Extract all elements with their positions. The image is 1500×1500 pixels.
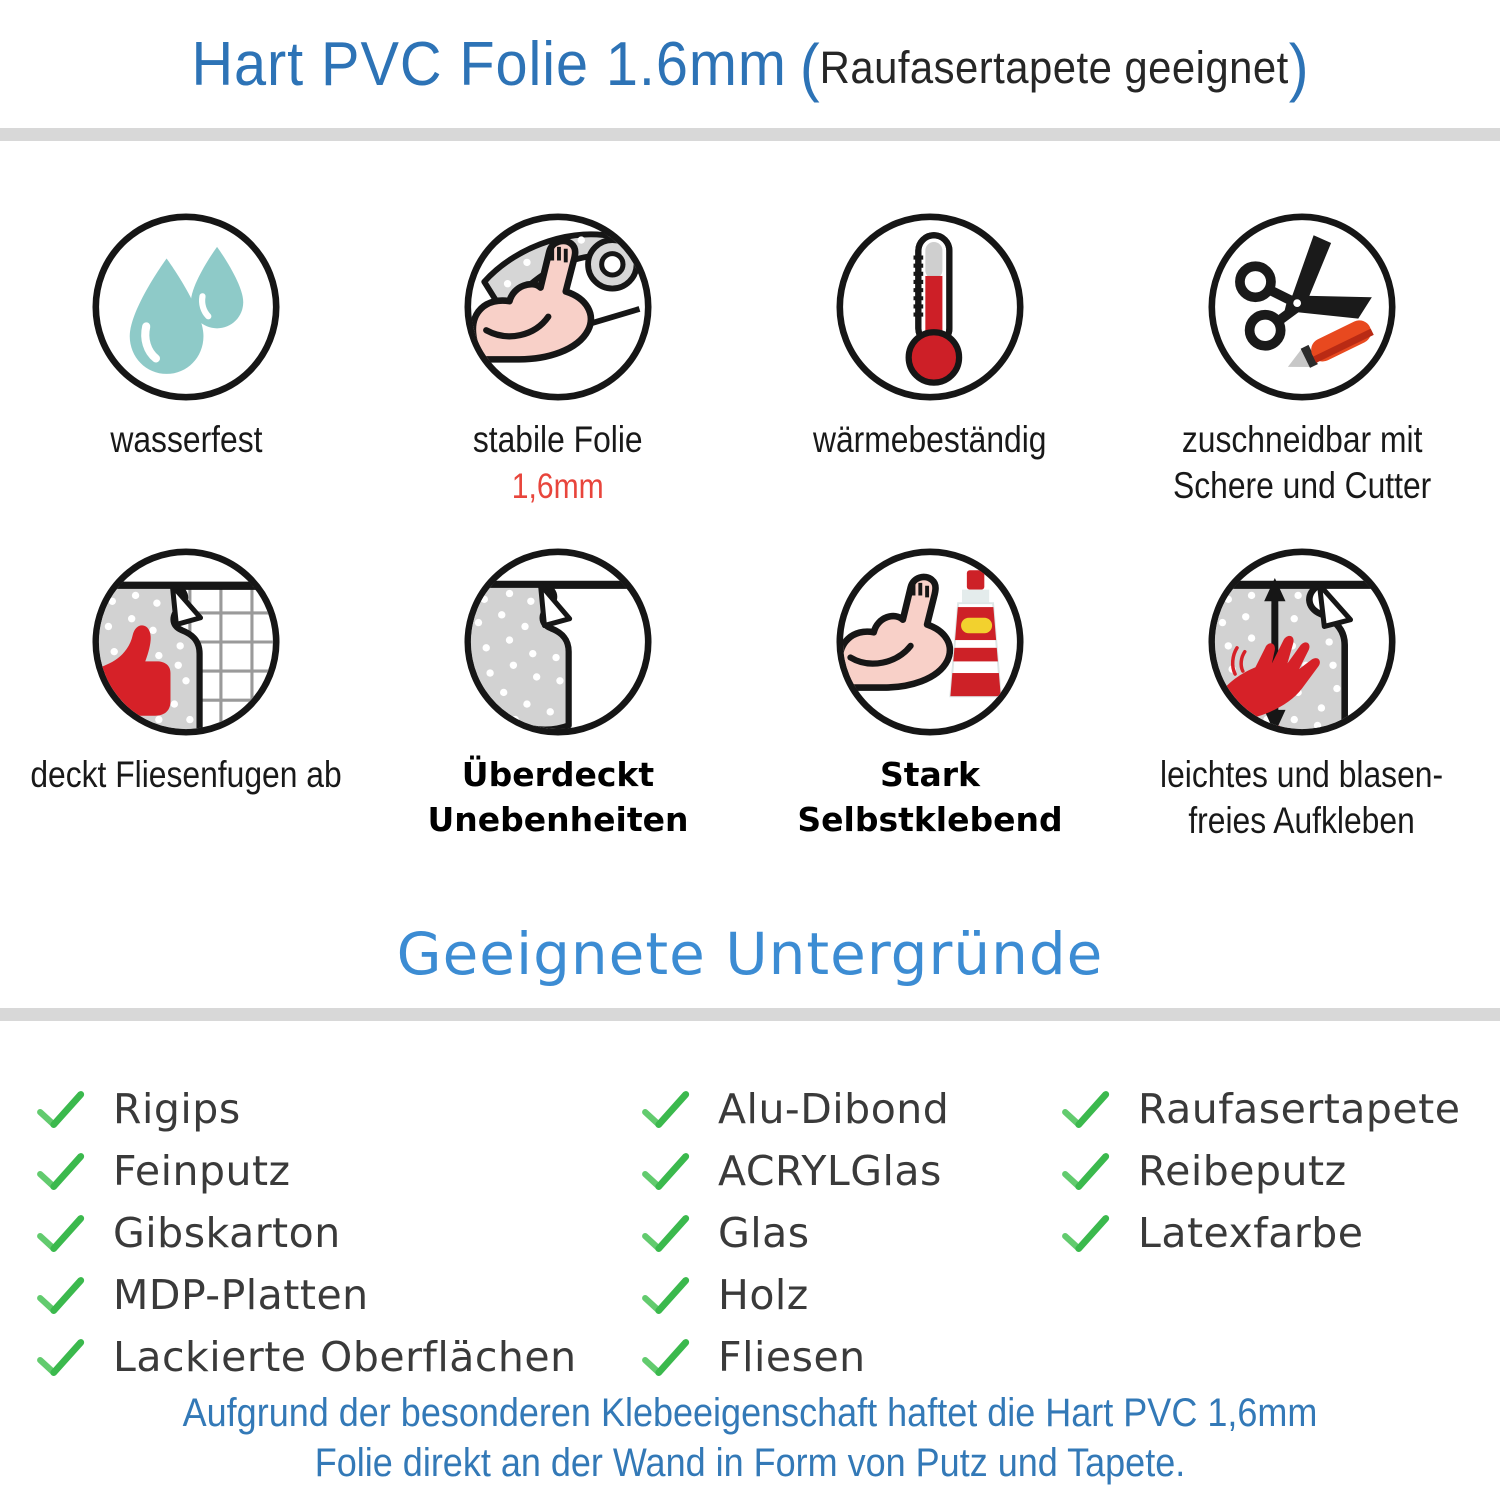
feature-label-line: leichtes und blasen- — [1160, 754, 1444, 795]
page-subtitle: Raufasertapete geeignet — [819, 42, 1289, 93]
surface-item — [640, 1202, 1050, 1264]
check-icon — [640, 1331, 692, 1383]
surface-label: Feinputz — [113, 1147, 291, 1195]
surface-item — [35, 1140, 620, 1202]
subtitle-paren-close: ) — [1288, 31, 1309, 103]
feature-label-line: deckt Fliesenfugen ab — [30, 754, 342, 795]
surface-item — [640, 1264, 1050, 1326]
covers-unevenness-icon — [461, 545, 655, 739]
feature-label-line: Überdeckt — [461, 755, 655, 794]
check-icon — [35, 1207, 87, 1259]
surface-item — [35, 1326, 620, 1388]
thermometer-icon — [833, 210, 1027, 404]
feature-selbstklebend — [797, 545, 1062, 880]
feature-wasserfest — [89, 210, 283, 545]
surface-label: Fliesen — [718, 1333, 866, 1381]
surface-label: Gibskarton — [113, 1209, 341, 1257]
feature-label-line: wärmebeständig — [813, 419, 1047, 460]
surface-item — [1060, 1202, 1500, 1264]
footer-note-line: Folie direkt an der Wand in Form von Putz und Tapete. — [314, 1441, 1186, 1485]
surface-label: Rigips — [113, 1085, 241, 1133]
surface-item — [35, 1202, 620, 1264]
page-title-main: Hart PVC Folie 1.6mm — [191, 30, 787, 99]
feature-grid — [0, 210, 1488, 880]
divider — [0, 128, 1500, 141]
feature-label — [797, 752, 1062, 842]
surface-label: Raufasertapete — [1138, 1085, 1461, 1133]
surface-label: Glas — [718, 1209, 810, 1257]
feature-label-line: wasserfest — [109, 419, 263, 460]
feature-unebenheiten — [427, 545, 688, 880]
surface-label: Holz — [718, 1271, 809, 1319]
check-icon — [35, 1145, 87, 1197]
surface-item — [35, 1078, 620, 1140]
feature-zuschneidbar — [1152, 210, 1452, 545]
feature-waermebestaendig — [794, 210, 1065, 545]
smoothing-hand-icon — [1205, 545, 1399, 739]
check-icon — [35, 1083, 87, 1135]
feature-label-line: Schere und Cutter — [1172, 465, 1432, 506]
divider — [0, 1008, 1500, 1021]
page-title — [53, 26, 1448, 103]
surface-label: Latexfarbe — [1138, 1209, 1364, 1257]
feature-label-line: Unebenheiten — [427, 800, 689, 839]
feature-label-line: stabile Folie — [473, 419, 643, 460]
surface-label: ACRYLGlas — [718, 1147, 942, 1195]
feature-aufkleben — [1137, 545, 1466, 880]
feature-thickness-label: 1,6mm — [512, 467, 604, 506]
surface-label: Lackierte Oberflächen — [113, 1333, 577, 1381]
check-icon — [1060, 1207, 1112, 1259]
surfaces-checklist — [0, 1078, 1500, 1388]
surfaces-column-1 — [0, 1078, 620, 1388]
feature-label-line: Selbstklebend — [797, 800, 1063, 839]
surfaces-column-2 — [620, 1078, 1050, 1388]
feature-label-line: Stark — [879, 755, 980, 794]
check-icon — [640, 1083, 692, 1135]
surface-item — [640, 1078, 1050, 1140]
feature-label — [1160, 752, 1443, 844]
surface-item — [640, 1326, 1050, 1388]
surface-item — [640, 1140, 1050, 1202]
surface-item — [1060, 1140, 1500, 1202]
muscle-foil-icon — [461, 210, 655, 404]
scissors-cutter-icon — [1205, 210, 1399, 404]
subtitle-paren-open: ( — [799, 31, 820, 103]
check-icon — [1060, 1083, 1112, 1135]
feature-label-line: zuschneidbar mit — [1181, 419, 1423, 460]
water-drops-icon — [89, 210, 283, 404]
feature-label — [110, 417, 262, 463]
footer-note — [75, 1388, 1425, 1488]
check-icon — [35, 1269, 87, 1321]
feature-label — [30, 752, 341, 798]
feature-label — [813, 417, 1046, 463]
muscle-glue-icon — [833, 545, 1027, 739]
surface-label: MDP-Platten — [113, 1271, 369, 1319]
surfaces-heading: Geeignete Untergründe — [396, 920, 1104, 988]
check-icon — [35, 1331, 87, 1383]
surface-item — [35, 1264, 620, 1326]
feature-fliesenfugen — [5, 545, 367, 880]
footer-note-line: Aufgrund der besonderen Klebeeigenschaft haftet die Hart PVC 1,6mm — [182, 1391, 1318, 1435]
surface-label: Alu-Dibond — [718, 1085, 950, 1133]
feature-stabile-folie — [459, 210, 656, 545]
feature-label — [473, 417, 643, 511]
check-icon — [1060, 1145, 1112, 1197]
check-icon — [640, 1269, 692, 1321]
surface-item — [1060, 1078, 1500, 1140]
feature-label-line: freies Aufkleben — [1188, 800, 1416, 841]
surface-label: Reibeputz — [1138, 1147, 1347, 1195]
tile-joints-icon — [89, 545, 283, 739]
check-icon — [640, 1145, 692, 1197]
feature-label — [1173, 417, 1431, 509]
surfaces-column-3 — [1050, 1078, 1500, 1388]
check-icon — [640, 1207, 692, 1259]
feature-label — [427, 752, 688, 842]
